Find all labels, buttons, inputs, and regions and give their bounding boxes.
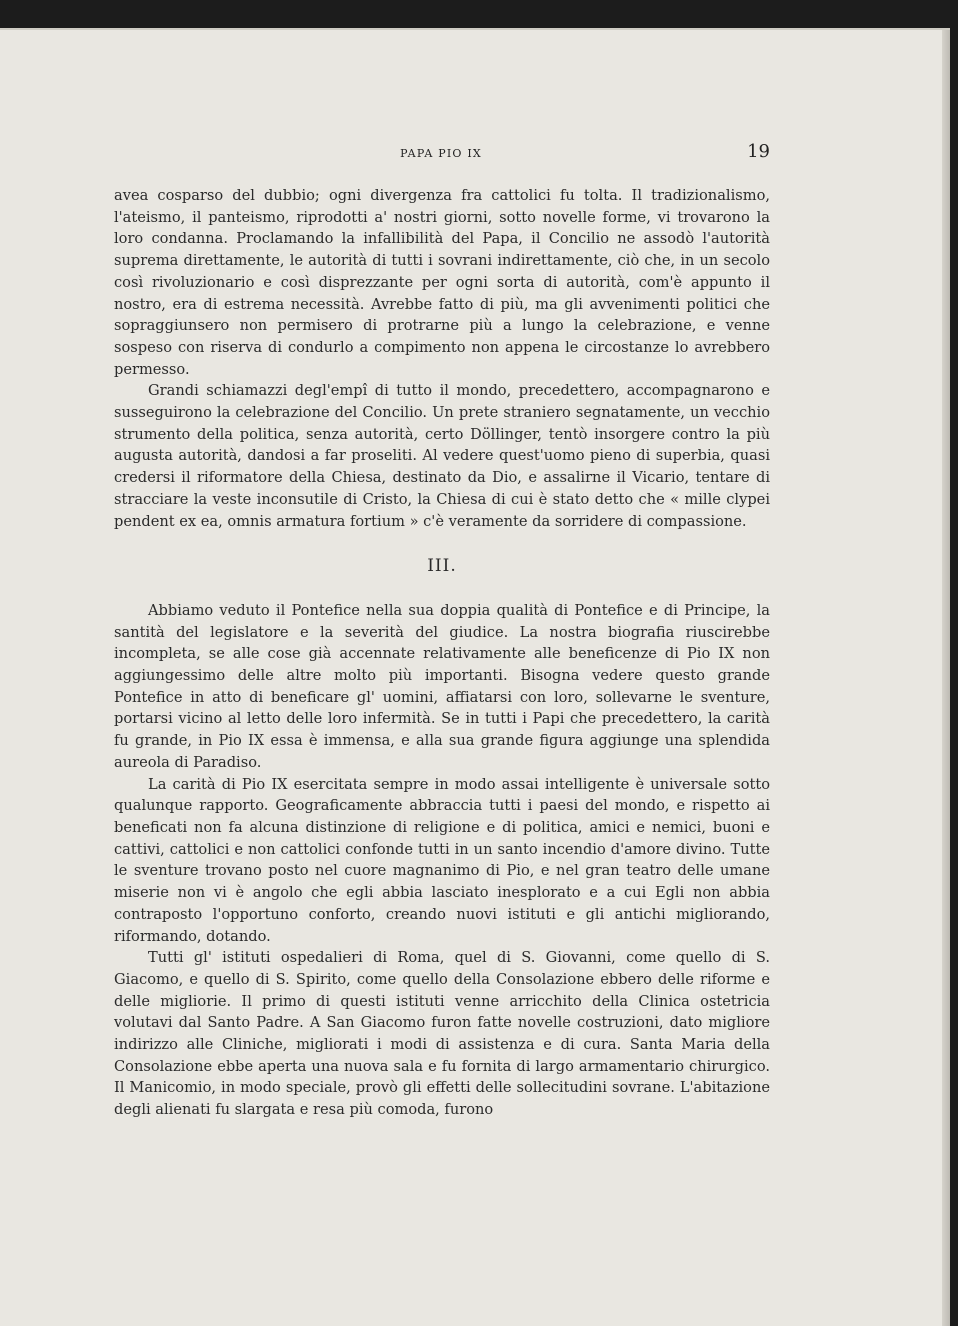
section-heading: III. xyxy=(427,556,457,577)
paragraph: Tutti gl' istituti ospedalieri di Roma, quel di S. Giovanni, come quello di S. Giacomo, e quello di S. Spirito, come quello della Consolazione ebbero delle riforme e delle migliorie. Il primo di questi istituti venne arricchito della Clinica ostetricia volutavi dal Santo Padre. A San Giacomo furon fatte novelle costruzioni, dato migliore indirizzo alle Cliniche, migliorati i modi di assistenza e di cura. Santa Maria della Consolazione ebbe aperta una nuova sala e fu fornita di largo armamentario chirurgico. Il Manicomio, in modo speciale, provò gli effetti delle sollecitudini sovrane. L'abitazione degli alienati fu slargata e resa più comoda, furono xyxy=(114,949,770,1119)
paragraph: Abbiamo veduto il Pontefice nella sua doppia qualità di Pontefice e di Principe, la santità del legislatore e la severità del giudice. La nostra biografia riuscirebbe incompleta, se alle cose già accennate relativamente alle beneficenze di Pio IX non aggiungessimo delle altre molto più importanti. Bisogna vedere questo grande Pontefice in atto di beneficare gl' uomini, affiatarsi con loro, sollevarne le sventure, portarsi vicino al letto delle loro infermità. Se in tutti i Papi che precedettero, la carità fu grande, in Pio IX essa è immensa, e alla sua grande figura aggiunge una splendida aureola di Paradiso. xyxy=(114,601,770,771)
running-title: PAPA PIO IX xyxy=(400,147,482,160)
paragraph: Grandi schiamazzi degl'empî di tutto il mondo, precedettero, accompagnarono e susseguirono la celebrazione del Concilio. Un prete straniero segnatamente, un vecchio strumento della politica, senza autorità, certo Döllinger, tentò insorgere contro la più augusta autorità, dandosi a far proseliti. Al vedere quest'uomo pieno di superbia, quasi credersi il riformatore della Chiesa, destinato da Dio, e assalirne il Vicario, tentare di stracciare la veste inconsutile di Cristo, la Chiesa di cui è stato detto che « mille clypei pendent ex ea, omnis armatura fortium » c'è veramente da sorridere di compassione. xyxy=(114,382,770,530)
page-edge-shadow xyxy=(942,30,950,1326)
paragraph: La carità di Pio IX esercitata sempre in modo assai intelligente è universale sotto qualunque rapporto. Geograficamente abbraccia tutti i paesi del mondo, e rispetto ai beneficati non fa alcuna distinzione di religione e di politica, amici e nemici, buoni e cattivi, cattolici e non cattolici confonde tutti in un santo incendio d'amore divino. Tutte le sventure trovano posto nel cuore magnanimo di Pio, e nel gran teatro delle umane miserie non vi è angolo che egli abbia lasciato inesplorato e a cui Egli non abbia contraposto l'opportuno conforto, creando nuovi istituti e gli antichi migliorando, riformando, dotando. xyxy=(114,775,770,945)
page-header xyxy=(112,141,770,165)
body-text xyxy=(114,185,770,1121)
paragraph: avea cosparso del dubbio; ogni divergenza fra cattolici fu tolta. Il tradizionalismo, l'ateismo, il panteismo, riprodotti a' nostri giorni, sotto novelle forme, vi trovarono la loro condanna. Proclamando la infallibilità del Papa, il Concilio ne assodò l'autorità suprema direttamente, le autorità di tutti i sovrani indirettamente, ciò che, in un secolo così rivoluzionario e così disprezzante per ogni sorta di autorità, com'è appunto il nostro, era di estrema necessità. Avrebbe fatto di più, ma gli avvenimenti politici che sopraggiunsero non permisero di protrarne più a lungo la celebrazione, e venne sospeso con riserva di condurlo a compimento non appena le circostanze lo avrebbero permesso. xyxy=(114,187,770,378)
page-number: 19 xyxy=(747,141,770,162)
book-page xyxy=(0,28,950,1326)
